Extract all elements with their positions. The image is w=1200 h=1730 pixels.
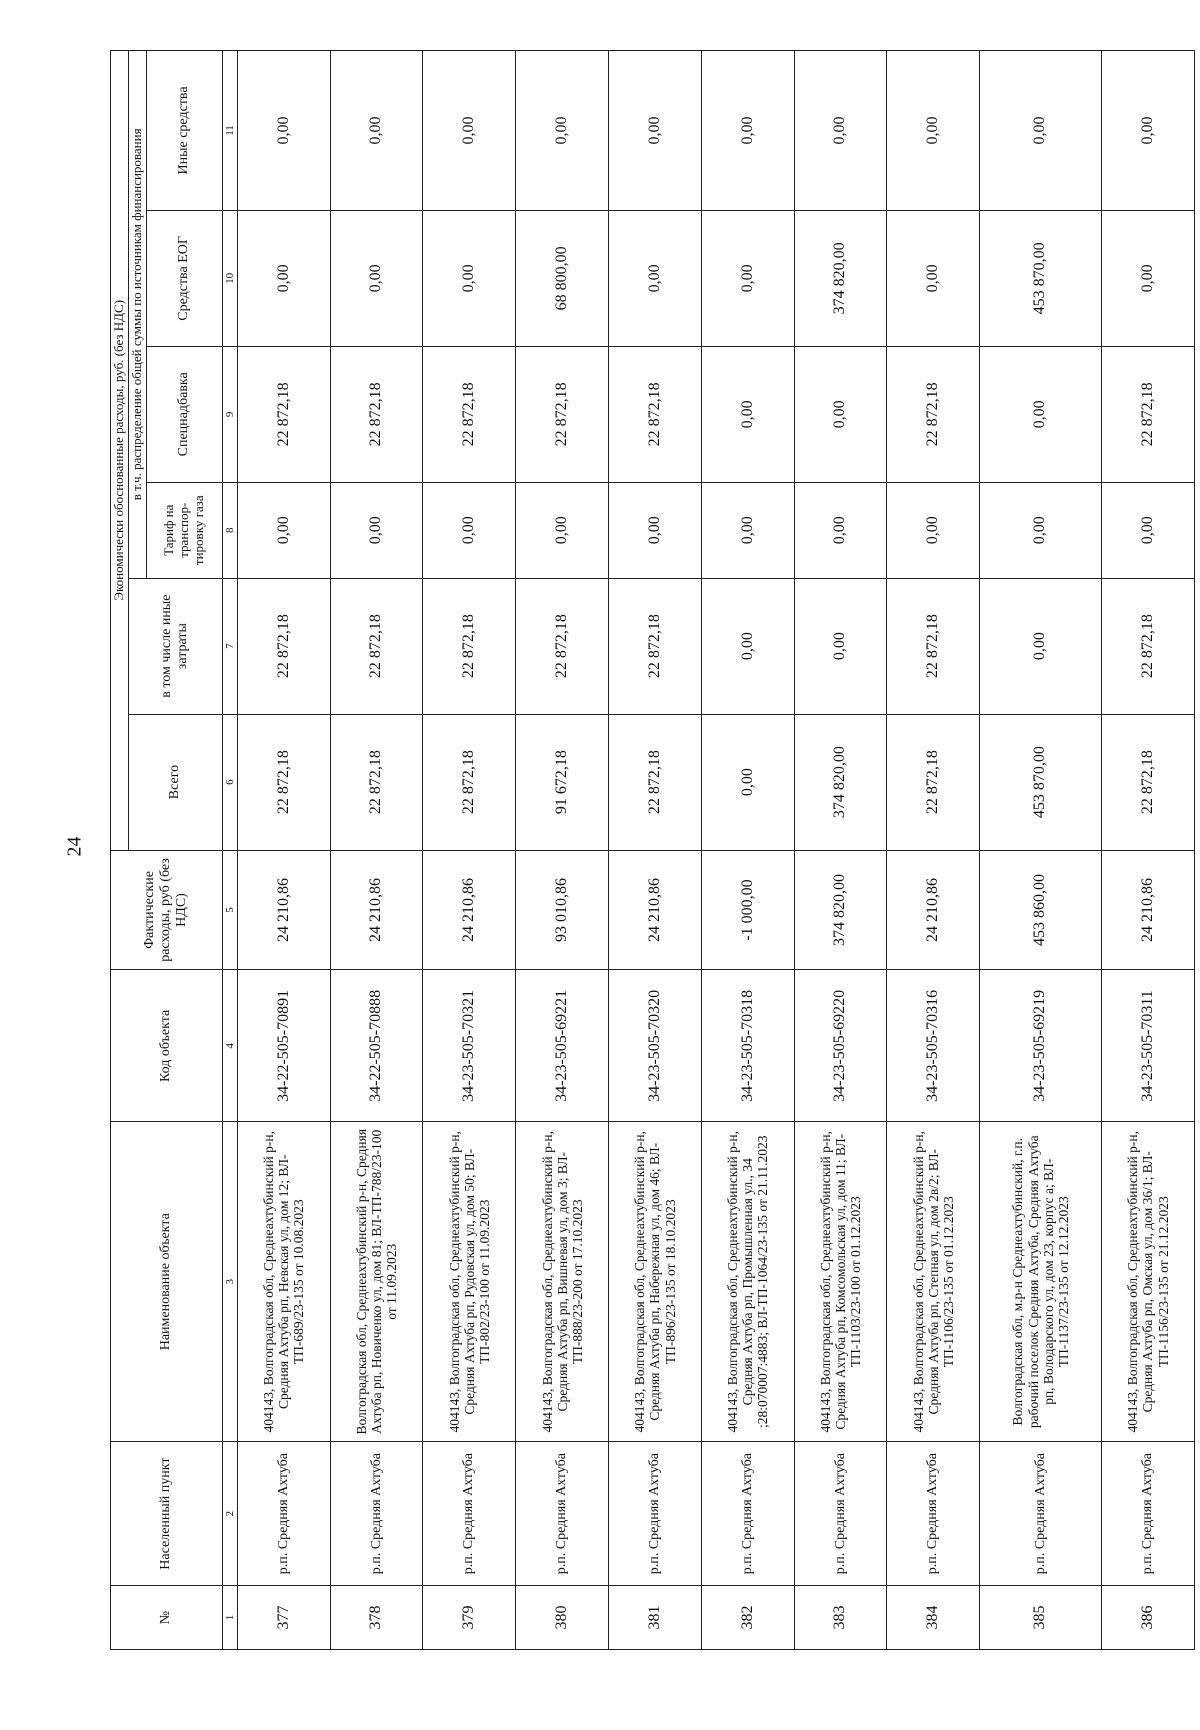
table-row [609, 51, 702, 1650]
row-special-surcharge: 22 872,18 [330, 346, 423, 482]
row-other-costs: 22 872,18 [887, 578, 980, 714]
row-object-code: 34-23-505-69219 [980, 970, 1102, 1122]
column-number: 1 [222, 1586, 237, 1650]
row-other-costs: 0,00 [701, 578, 794, 714]
row-other-funds: 0,00 [1102, 51, 1195, 211]
row-object-name: 404143, Волгоградская обл, Среднеахтубинский р-н, Средняя Ахтуба рп, Промышленная ул., 34 ;28:070007:4883; ВЛ-ТП-1064/23-135 от 21.11.2023 [701, 1122, 794, 1442]
row-eog-funds: 0,00 [1102, 210, 1195, 346]
row-object-code: 34-23-505-70320 [609, 970, 702, 1122]
row-special-surcharge: 22 872,18 [887, 346, 980, 482]
row-other-costs: 22 872,18 [237, 578, 330, 714]
row-place: р.п. Средняя Ахтуба [330, 1442, 423, 1586]
table-row [887, 51, 980, 1650]
row-object-name: 404143, Волгоградская обл, Среднеахтубинский р-н, Средняя Ахтуба рп, Невская ул, дом 12; ВЛ-ТП-689/23-135 от 10.08.2023 [237, 1122, 330, 1442]
row-special-surcharge: 0,00 [794, 346, 887, 482]
row-object-name: 404143, Волгоградская обл, Среднеахтубинский р-н, Средняя Ахтуба рп, Вишневая ул, дом 3; ВЛ-ТП-888/23-200 от 17.10.2023 [516, 1122, 609, 1442]
row-eog-funds: 0,00 [887, 210, 980, 346]
header-tariff: Тариф на транспор-тировку газа [146, 482, 222, 578]
column-number: 9 [222, 346, 237, 482]
row-total: 91 672,18 [516, 714, 609, 850]
table-body [237, 51, 1194, 1650]
row-actual-expenses: -1 000,00 [701, 850, 794, 970]
table-row [701, 51, 794, 1650]
table-row [423, 51, 516, 1650]
row-number: 383 [794, 1586, 887, 1650]
row-other-costs: 22 872,18 [516, 578, 609, 714]
row-total: 22 872,18 [237, 714, 330, 850]
row-actual-expenses: 24 210,86 [237, 850, 330, 970]
row-object-name: 404143, Волгоградская обл, Среднеахтубинский р-н, Средняя Ахтуба рп, Омская ул, дом 36/1; ВЛ-ТП-1156/23-135 от 21.12.2023 [1102, 1122, 1195, 1442]
row-total: 374 820,00 [794, 714, 887, 850]
header-special-surcharge: Спецнадбавка [146, 346, 222, 482]
row-tariff: 0,00 [237, 482, 330, 578]
row-other-costs: 22 872,18 [609, 578, 702, 714]
page-number: 24 [63, 836, 86, 857]
row-object-code: 34-23-505-70311 [1102, 970, 1195, 1122]
row-actual-expenses: 453 860,00 [980, 850, 1102, 970]
row-actual-expenses: 24 210,86 [609, 850, 702, 970]
header-number: № [111, 1586, 223, 1650]
row-other-funds: 0,00 [887, 51, 980, 211]
table-row [1102, 51, 1195, 1650]
row-eog-funds: 0,00 [237, 210, 330, 346]
row-other-funds: 0,00 [423, 51, 516, 211]
row-number: 385 [980, 1586, 1102, 1650]
row-other-costs: 0,00 [794, 578, 887, 714]
row-total: 453 870,00 [980, 714, 1102, 850]
row-special-surcharge: 0,00 [980, 346, 1102, 482]
row-special-surcharge: 0,00 [701, 346, 794, 482]
row-total: 22 872,18 [887, 714, 980, 850]
expenses-table [110, 50, 1195, 1650]
header-object-name: Наименование объекта [111, 1122, 223, 1442]
row-tariff: 0,00 [980, 482, 1102, 578]
header-distribution-group: в т.ч. распределение общей суммы по источникам финансирования [128, 51, 146, 579]
row-eog-funds: 0,00 [609, 210, 702, 346]
row-other-funds: 0,00 [609, 51, 702, 211]
row-number: 386 [1102, 1586, 1195, 1650]
row-object-name: Волгоградская обл, Среднеахтубинский р-н, Средняя Ахтуба рп, Новиченко ул, дом 81; ВЛ-ТП-788/23-100 от 11.09.2023 [330, 1122, 423, 1442]
row-total: 0,00 [701, 714, 794, 850]
row-place: р.п. Средняя Ахтуба [980, 1442, 1102, 1586]
row-place: р.п. Средняя Ахтуба [701, 1442, 794, 1586]
header-eog-funds: Средства ЕОГ [146, 210, 222, 346]
row-actual-expenses: 24 210,86 [330, 850, 423, 970]
row-other-costs: 0,00 [980, 578, 1102, 714]
row-tariff: 0,00 [794, 482, 887, 578]
row-other-costs: 22 872,18 [1102, 578, 1195, 714]
row-eog-funds: 0,00 [423, 210, 516, 346]
column-number: 10 [222, 210, 237, 346]
row-place: р.п. Средняя Ахтуба [237, 1442, 330, 1586]
row-place: р.п. Средняя Ахтуба [516, 1442, 609, 1586]
row-place: р.п. Средняя Ахтуба [1102, 1442, 1195, 1586]
row-tariff: 0,00 [330, 482, 423, 578]
column-number-row [222, 51, 237, 1650]
row-number: 378 [330, 1586, 423, 1650]
header-econ-group: Экономически обоснованные расходы, руб. (без НДС) [111, 51, 129, 851]
row-actual-expenses: 24 210,86 [887, 850, 980, 970]
row-object-code: 34-22-505-70888 [330, 970, 423, 1122]
row-tariff: 0,00 [609, 482, 702, 578]
row-actual-expenses: 93 010,86 [516, 850, 609, 970]
row-object-name: 404143, Волгоградская обл, Среднеахтубинский р-н, Средняя Ахтуба рп, Комсомольская ул, дом 11; ВЛ-ТП-1103/23-100 от 01.12.2023 [794, 1122, 887, 1442]
column-number: 5 [222, 850, 237, 970]
row-object-code: 34-23-505-69221 [516, 970, 609, 1122]
row-number: 377 [237, 1586, 330, 1650]
header-other-costs: в том числе иные затраты [128, 578, 222, 714]
table-row [980, 51, 1102, 1650]
row-object-code: 34-23-505-70316 [887, 970, 980, 1122]
row-special-surcharge: 22 872,18 [237, 346, 330, 482]
row-special-surcharge: 22 872,18 [423, 346, 516, 482]
row-total: 22 872,18 [1102, 714, 1195, 850]
row-tariff: 0,00 [887, 482, 980, 578]
row-number: 384 [887, 1586, 980, 1650]
row-object-code: 34-23-505-70318 [701, 970, 794, 1122]
row-place: р.п. Средняя Ахтуба [794, 1442, 887, 1586]
column-number: 3 [222, 1122, 237, 1442]
column-number: 6 [222, 714, 237, 850]
table-row [794, 51, 887, 1650]
header-place: Населенный пункт [111, 1442, 223, 1586]
table-row [330, 51, 423, 1650]
row-tariff: 0,00 [701, 482, 794, 578]
row-number: 381 [609, 1586, 702, 1650]
row-other-funds: 0,00 [330, 51, 423, 211]
row-eog-funds: 68 800,00 [516, 210, 609, 346]
row-tariff: 0,00 [423, 482, 516, 578]
row-place: р.п. Средняя Ахтуба [423, 1442, 516, 1586]
row-object-code: 34-23-505-70321 [423, 970, 516, 1122]
row-other-funds: 0,00 [237, 51, 330, 211]
row-special-surcharge: 22 872,18 [516, 346, 609, 482]
row-number: 382 [701, 1586, 794, 1650]
row-other-costs: 22 872,18 [423, 578, 516, 714]
row-object-name: 404143, Волгоградская обл, Среднеахтубинский р-н, Средняя Ахтуба рп, Рудовская ул, дом 50; ВЛ-ТП-802/23-100 от 11.09.2023 [423, 1122, 516, 1442]
column-number: 11 [222, 51, 237, 211]
row-tariff: 0,00 [516, 482, 609, 578]
row-number: 380 [516, 1586, 609, 1650]
row-other-costs: 22 872,18 [330, 578, 423, 714]
header-total: Всего [128, 714, 222, 850]
header-object-code: Код объекта [111, 970, 223, 1122]
row-number: 379 [423, 1586, 516, 1650]
table-row [237, 51, 330, 1650]
row-place: р.п. Средняя Ахтуба [609, 1442, 702, 1586]
column-number: 8 [222, 482, 237, 578]
row-tariff: 0,00 [1102, 482, 1195, 578]
row-object-name: 404143, Волгоградская обл, Среднеахтубинский р-н, Средняя Ахтуба рп, Степная ул, дом 2в/2; ВЛ-ТП-1106/23-135 от 01.12.2023 [887, 1122, 980, 1442]
row-object-code: 34-23-505-69220 [794, 970, 887, 1122]
row-special-surcharge: 22 872,18 [609, 346, 702, 482]
row-actual-expenses: 24 210,86 [423, 850, 516, 970]
row-eog-funds: 0,00 [330, 210, 423, 346]
row-other-funds: 0,00 [701, 51, 794, 211]
column-number: 4 [222, 970, 237, 1122]
row-other-funds: 0,00 [980, 51, 1102, 211]
row-other-funds: 0,00 [516, 51, 609, 211]
landscape-sheet [110, 50, 1195, 1650]
row-actual-expenses: 374 820,00 [794, 850, 887, 970]
header-actual-expenses: Фактические расходы, руб (без НДС) [111, 850, 223, 970]
table-row [516, 51, 609, 1650]
row-eog-funds: 374 820,00 [794, 210, 887, 346]
row-actual-expenses: 24 210,86 [1102, 850, 1195, 970]
header-other-funds: Иные средства [146, 51, 222, 211]
row-total: 22 872,18 [423, 714, 516, 850]
row-object-name: Волгоградская обл, м.р-н Среднеахтубинский, г.п. рабочий поселок Средняя Ахтуба, Средняя Ахтуба рп, Володарского ул, дом 23, корпус а; ВЛ-ТП-1137/23-135 от 12.12.2023 [980, 1122, 1102, 1442]
column-number: 2 [222, 1442, 237, 1586]
row-object-name: 404143, Волгоградская обл, Среднеахтубинский р-н, Средняя Ахтуба рп, Набережная ул, дом 46; ВЛ-ТП-896/23-135 от 18.10.2023 [609, 1122, 702, 1442]
row-total: 22 872,18 [609, 714, 702, 850]
row-special-surcharge: 22 872,18 [1102, 346, 1195, 482]
row-eog-funds: 453 870,00 [980, 210, 1102, 346]
row-eog-funds: 0,00 [701, 210, 794, 346]
row-place: р.п. Средняя Ахтуба [887, 1442, 980, 1586]
column-number: 7 [222, 578, 237, 714]
row-total: 22 872,18 [330, 714, 423, 850]
row-other-funds: 0,00 [794, 51, 887, 211]
row-object-code: 34-22-505-70891 [237, 970, 330, 1122]
